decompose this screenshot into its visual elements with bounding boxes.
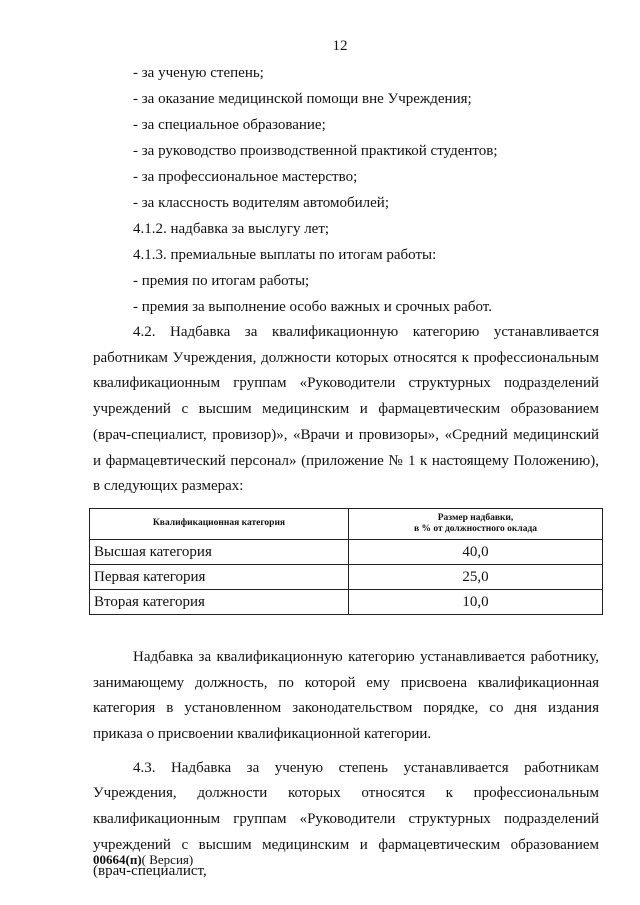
paragraph-4-2: 4.2. Надбавка за квалификационную категорию устанавливается работникам Учреждения, должности которых относятся к профессиональным квалификационным группам «Руководители структурных подразделений учреждений с высшим медицинским и фармацевтическим образованием (врач-специалист, провизор)», «Врачи и провизоры», «Средний медицинский и фармацевтический персонал» (приложение № 1 к настоящему Положению), в следующих размерах: xyxy=(93,324,599,495)
list-item: - за специальное образование; xyxy=(133,117,326,133)
page-number: 12 xyxy=(332,38,348,54)
table-header-size-line1: Размер надбавки, xyxy=(437,512,514,523)
allowance-list xyxy=(93,60,599,320)
list-item: - премия за выполнение особо важных и срочных работ. xyxy=(133,299,492,315)
list-item: 4.1.3. премиальные выплаты по итогам работы: xyxy=(133,247,437,263)
document-code: 00664(п) xyxy=(93,852,142,867)
list-item: - за профессиональное мастерство; xyxy=(133,169,358,185)
document-body xyxy=(93,60,599,884)
document-footer xyxy=(93,852,193,868)
table-cell-category: Высшая категория xyxy=(90,539,349,564)
table-cell-value: 25,0 xyxy=(349,564,603,589)
table-cell-category: Первая категория xyxy=(90,564,349,589)
table-cell-value: 40,0 xyxy=(349,539,603,564)
table-row xyxy=(90,589,603,614)
table-row xyxy=(90,539,603,564)
qualification-category-table xyxy=(89,508,603,615)
list-item: - премия по итогам работы; xyxy=(133,273,310,289)
list-item: - за ученую степень; xyxy=(133,65,264,81)
list-item: - за оказание медицинской помощи вне Учреждения; xyxy=(133,91,472,107)
table-header-category: Квалификационная категория xyxy=(90,508,349,539)
table-header-row xyxy=(90,508,603,539)
table-header-size-line2: в % от должностного оклада xyxy=(413,523,538,534)
list-item: 4.1.2. надбавка за выслугу лет; xyxy=(133,221,330,237)
table-cell-category: Вторая категория xyxy=(90,589,349,614)
list-item: - за классность водителям автомобилей; xyxy=(133,195,390,211)
table-header-size xyxy=(349,508,603,539)
table-cell-value: 10,0 xyxy=(349,589,603,614)
table-row xyxy=(90,564,603,589)
document-version: ( Версия) xyxy=(141,852,194,867)
paragraph-after-table: Надбавка за квалификационную категорию устанавливается работнику, занимающему должность, по которой ему присвоена квалификационная категория в установленном законодательством порядке, со дня издания приказа о присвоении квалификационной категории. xyxy=(93,648,599,743)
list-item: - за руководство производственной практикой студентов; xyxy=(133,143,498,159)
paragraph-4-3: 4.3. Надбавка за ученую степень устанавливается работникам Учреждения, должности которых относятся к профессиональным квалификационным группам «Руководители структурных подразделений учреждений с высшим медицинским и фармацевтическим образованием (врач-специалист, xyxy=(93,759,599,879)
